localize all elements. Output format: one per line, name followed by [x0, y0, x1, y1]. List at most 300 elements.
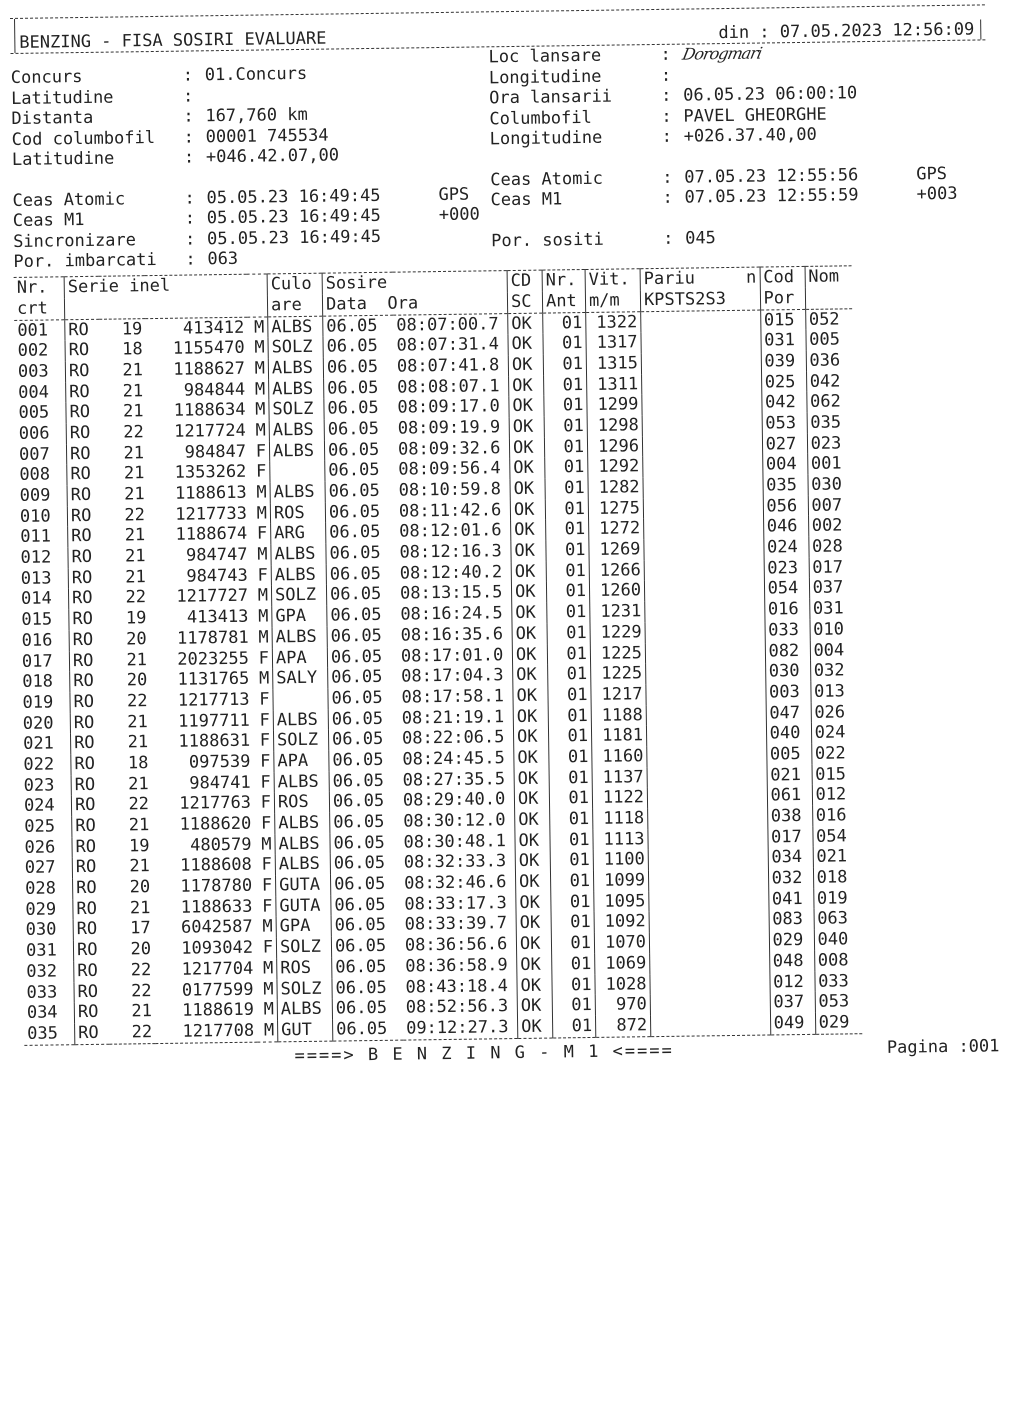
cell-nrant: 01 [544, 416, 587, 437]
cell-nom: 001 [807, 454, 854, 475]
cell-cdsc: OK [508, 334, 543, 355]
cell-speed: 1231 [590, 601, 645, 622]
col-serie-inel-sub [64, 295, 267, 319]
sep: : [184, 208, 196, 229]
cell-time: 08:07:41.8 [396, 355, 500, 377]
cell-nrant: 01 [546, 540, 589, 561]
cell-pariu [648, 807, 768, 829]
race-info-right [488, 42, 858, 164]
cell-nom: 005 [806, 329, 853, 350]
cell-sex: M [262, 916, 273, 938]
cell-color: GUT [278, 1019, 333, 1041]
cell-year: 21 [128, 773, 149, 795]
cell-sex: F [255, 461, 267, 482]
cell-country: RO [68, 526, 103, 547]
cell-nrant: 01 [545, 499, 588, 520]
cell-date: 06.05 [323, 357, 394, 379]
value-por-imbarcati: 063 [207, 248, 239, 270]
value-offset: +003 [916, 183, 958, 205]
cell-cdsc: OK [517, 954, 552, 975]
cell-cdsc: OK [517, 975, 552, 996]
cell-nr: 006 [18, 423, 50, 444]
print-timestamp: din : 07.05.2023 12:56:09 [718, 19, 981, 43]
cell-cdsc: OK [511, 582, 546, 603]
cell-color: SOLZ [276, 937, 331, 958]
cell-pariu [645, 600, 765, 622]
cell-ring: 1188608 [180, 855, 252, 877]
cell-nrant: 01 [547, 602, 590, 623]
cell-nrant: 01 [551, 933, 594, 954]
cell-nrant: 01 [546, 519, 589, 540]
cell-codpor: 029 [769, 930, 814, 951]
cell-nrant: 01 [547, 623, 590, 644]
cell-color: ALBS [269, 420, 324, 441]
cell-time: 08:36:56.6 [404, 934, 508, 956]
cell-nr: 033 [26, 981, 58, 1003]
cell-speed: 1188 [591, 705, 646, 726]
cell-nr: 020 [22, 713, 54, 734]
cell-country: RO [71, 754, 106, 775]
cell-year: 21 [123, 442, 145, 464]
cell-codpor: 040 [766, 723, 811, 744]
cell-nom: 029 [815, 1012, 862, 1034]
cell-nr: 021 [23, 733, 54, 755]
cell-speed: 1069 [595, 953, 650, 974]
cell-pariu [644, 517, 764, 539]
cell-nom: 019 [813, 888, 860, 909]
cell-pariu [645, 641, 765, 663]
cell-year: 22 [109, 1022, 155, 1044]
cell-cdsc: OK [510, 458, 545, 479]
col-cdsc-sub: SC [507, 291, 542, 313]
cell-nom: 007 [808, 495, 855, 516]
cell-year: 22 [125, 587, 147, 608]
cell-time: 08:29:40.0 [402, 789, 506, 811]
cell-country: RO [75, 1023, 110, 1045]
cell-year: 21 [124, 484, 145, 505]
col-pariu: Pariu n [640, 267, 760, 290]
cell-country: RO [72, 836, 107, 857]
cell-pariu [644, 538, 764, 560]
cell-date: 06.05 [326, 522, 397, 544]
cell-speed: 1322 [586, 311, 641, 333]
value-columbofil: PAVEL GHEORGHE [683, 104, 827, 127]
cell-sex: M [254, 379, 266, 400]
cell-time: 08:52:56.3 [405, 996, 509, 1018]
value-concurs: 01.Concurs [204, 63, 308, 86]
cell-cdsc: OK [512, 603, 547, 624]
cell-cdsc: OK [508, 354, 543, 375]
cell-cdsc: OK [513, 706, 548, 727]
cell-country: RO [74, 981, 109, 1002]
label-longitudine: Longitudine [489, 127, 603, 150]
cell-time: 08:13:15.5 [399, 582, 503, 605]
cell-nom: 013 [810, 681, 857, 702]
cell-pariu [650, 1013, 770, 1036]
sep: : [661, 106, 672, 127]
cell-nr: 019 [22, 692, 54, 713]
cell-color: ALBS [270, 482, 325, 503]
cell-country: RO [71, 795, 106, 816]
cell-time: 08:30:48.1 [403, 830, 507, 853]
cell-nom: 030 [808, 474, 855, 495]
cell-codpor: 083 [769, 909, 814, 930]
cell-pariu [647, 765, 767, 787]
cell-nom: 054 [812, 826, 859, 847]
cell-nr: 005 [18, 402, 50, 424]
cell-nom: 017 [809, 557, 856, 578]
sep: : [182, 85, 194, 107]
cell-color [270, 461, 325, 482]
cell-date: 06.05 [328, 667, 399, 689]
cell-cdsc: OK [513, 727, 548, 748]
cell-time: 08:07:31.4 [396, 334, 500, 356]
cell-ring: 413413 [186, 606, 249, 628]
cell-sex: F [262, 896, 273, 917]
cell-pariu [647, 786, 767, 808]
cell-date: 06.05 [332, 998, 403, 1020]
label-loc-lansare: Loc lansare [488, 45, 602, 68]
cell-year: 22 [130, 980, 152, 1001]
arrivals-table [14, 265, 862, 1046]
cell-nr: 035 [24, 1023, 75, 1045]
cell-codpor: 034 [768, 847, 813, 868]
label-cod-columbofil: Cod columbofil [11, 127, 156, 150]
cell-color: ALBS [268, 316, 323, 338]
sep: : [184, 228, 196, 250]
cell-date: 06.05 [327, 605, 398, 627]
race-info [10, 43, 987, 170]
cell-nom: 012 [812, 785, 859, 806]
cell-time: 08:32:46.6 [403, 872, 507, 894]
cell-cdsc: OK [509, 417, 544, 438]
cell-codpor: 025 [761, 371, 806, 392]
cell-country: RO [73, 919, 108, 940]
cell-time: 08:32:33.3 [403, 851, 507, 873]
cell-color: ALBS [277, 999, 332, 1020]
cell-cdsc: OK [513, 685, 548, 706]
cell-codpor: 039 [761, 351, 806, 372]
cell-year: 22 [124, 504, 146, 526]
cell-country: RO [70, 712, 105, 733]
cell-country: RO [74, 961, 109, 982]
cell-codpor: 016 [764, 599, 809, 620]
cell-sex: M [256, 482, 267, 503]
cell-color: SOLZ [273, 730, 328, 751]
cell-year: 20 [129, 877, 151, 898]
cell-ring: 1188613 [174, 482, 247, 504]
cell-year: 21 [126, 649, 148, 670]
cell-pariu [646, 703, 766, 725]
clock-info [12, 163, 988, 273]
cell-date: 06.05 [329, 750, 400, 772]
cell-nrant: 01 [549, 768, 592, 789]
cell-year: 20 [126, 628, 147, 650]
cell-codpor: 054 [764, 578, 809, 599]
cell-cdsc: OK [516, 892, 551, 913]
cell-pariu [650, 993, 770, 1015]
cell-codpor: 023 [764, 558, 809, 579]
cell-pariu [645, 620, 765, 642]
cell-date: 06.05 [325, 460, 396, 482]
cell-date: 06.05 [332, 977, 403, 999]
cell-nr: 024 [23, 795, 55, 817]
cell-country: RO [66, 381, 101, 402]
cell-country: RO [67, 505, 102, 526]
cell-codpor: 032 [768, 868, 813, 889]
cell-codpor: 041 [768, 889, 813, 910]
cell-nrant: 01 [546, 561, 589, 582]
sep: : [660, 65, 672, 86]
cell-date: 06.05 [331, 894, 402, 916]
cell-time: 08:12:16.3 [399, 541, 502, 563]
cell-speed: 1317 [586, 332, 641, 353]
cell-country: RO [70, 692, 105, 713]
cell-speed: 1095 [594, 891, 649, 912]
cell-sex: M [257, 1020, 278, 1041]
cell-color: ALBS [275, 854, 330, 875]
cell-nr: 003 [17, 361, 49, 382]
cell-date: 06.05 [324, 439, 395, 461]
cell-nr: 022 [23, 754, 55, 775]
cell-color: ALBS [271, 564, 326, 585]
cell-nom: 021 [813, 847, 860, 868]
cell-country: RO [68, 588, 103, 609]
cell-ring: 6042587 [180, 917, 253, 939]
cell-cdsc: OK [515, 851, 550, 872]
cell-year: 20 [130, 939, 152, 960]
cell-codpor: 046 [763, 516, 808, 537]
cell-year: 21 [122, 401, 144, 422]
cell-ring: 1217704 [181, 958, 254, 980]
cell-time: 08:09:32.6 [397, 437, 501, 460]
cell-speed: 1217 [591, 684, 646, 705]
cell-sex: M [261, 834, 272, 855]
cell-pariu [641, 331, 761, 353]
cell-nrant: 01 [543, 354, 586, 375]
cell-nrant: 01 [547, 643, 590, 664]
cell-sex: F [255, 441, 267, 462]
cell-time: 08:07:00.7 [396, 313, 499, 336]
cell-codpor: 031 [761, 330, 806, 351]
cell-pariu [646, 682, 766, 704]
cell-time: 08:16:35.6 [400, 623, 504, 646]
cell-time: 08:09:17.0 [397, 396, 500, 418]
cell-ring: 1188633 [180, 896, 253, 918]
cell-color: SALY [273, 668, 328, 689]
cell-color: ALBS [274, 771, 329, 792]
cell-nrant: 01 [551, 892, 594, 913]
cell-color: ALBS [271, 544, 326, 565]
value-ceas-atomic: 05.05.23 16:49:45 [206, 185, 381, 208]
cell-date: 06.05 [327, 646, 398, 668]
cell-time: 08:21:19.1 [401, 706, 505, 729]
cell-color: GPA [276, 916, 331, 937]
col-serie-inel: Serie inel [64, 273, 267, 297]
cell-speed: 1092 [594, 912, 649, 933]
cell-nr: 023 [23, 775, 55, 796]
col-culoare: Culo [267, 273, 322, 295]
cell-sex: F [260, 813, 272, 834]
cell-nom: 022 [811, 743, 858, 764]
cell-cdsc: OK [509, 437, 544, 458]
cell-nom: 037 [809, 578, 856, 599]
label-sincronizare: Sincronizare [12, 229, 137, 252]
cell-date: 06.05 [324, 377, 395, 399]
cell-nr: 018 [22, 671, 54, 693]
cell-pariu [642, 413, 762, 435]
cell-pariu [642, 393, 762, 415]
col-nom: Nom [805, 265, 852, 287]
cell-color: ALBS [275, 833, 330, 854]
cell-time: 08:09:19.9 [397, 417, 501, 439]
cell-nom: 004 [810, 640, 857, 661]
cell-codpor: 038 [767, 806, 812, 827]
cell-ring: 1217763 [179, 793, 252, 815]
cell-pariu [643, 496, 763, 518]
col-nom-sub [805, 287, 852, 309]
cell-year: 21 [122, 380, 144, 402]
cell-pariu [644, 558, 764, 580]
cell-time: 08:36:58.9 [405, 954, 508, 977]
cell-speed: 1298 [587, 415, 642, 436]
cell-speed: 1113 [593, 829, 648, 850]
cell-speed: 872 [595, 1015, 650, 1037]
cell-speed: 1299 [587, 394, 642, 415]
cell-codpor: 003 [765, 682, 810, 703]
col-sosire-sub: Data Ora [322, 292, 507, 316]
cell-color: ALBS [272, 626, 327, 647]
cell-codpor: 027 [762, 434, 807, 455]
cell-date: 06.05 [328, 708, 399, 730]
cell-nrant: 01 [550, 830, 593, 851]
cell-pariu [649, 931, 769, 953]
cell-speed: 1311 [587, 374, 642, 395]
clock-info-right [490, 163, 958, 266]
cell-pariu [649, 910, 769, 932]
cell-nom: 032 [810, 660, 857, 681]
cell-time: 08:12:40.2 [399, 561, 503, 584]
cell-speed: 1122 [592, 787, 647, 808]
cell-nr: 007 [18, 444, 50, 465]
cell-country: RO [68, 568, 103, 589]
cell-nom: 063 [814, 909, 861, 930]
cell-sex: M [254, 337, 265, 358]
value-por-sositi: 045 [685, 228, 717, 249]
cell-speed: 1282 [588, 477, 643, 498]
cell-ring: 1188631 [178, 730, 251, 752]
cell-sex: F [260, 751, 271, 772]
col-nr: Nr. [14, 276, 65, 298]
cell-country: RO [70, 733, 105, 754]
cell-country: RO [71, 774, 106, 795]
cell-nom: 028 [808, 536, 855, 557]
cell-color: ALBS [269, 378, 324, 399]
cell-sex: M [254, 358, 266, 379]
sep: : [660, 44, 671, 65]
cell-sex: F [258, 647, 270, 669]
cell-speed: 1260 [589, 581, 644, 602]
cell-sex: M [258, 627, 269, 648]
cell-year: 21 [124, 546, 146, 567]
cell-pariu [649, 889, 769, 911]
cell-color: ARG [271, 523, 326, 544]
cell-cdsc: OK [514, 789, 549, 810]
cell-nr: 030 [25, 919, 57, 941]
cell-nrant: 01 [552, 995, 595, 1016]
cell-color: ALBS [273, 709, 328, 730]
race-info-left [11, 61, 490, 170]
value-gps: GPS [916, 163, 948, 184]
cell-nom: 053 [815, 991, 862, 1012]
cell-nom: 052 [805, 308, 852, 330]
sep: : [663, 228, 674, 249]
col-nrant-sub: Ant [542, 290, 585, 312]
cell-year: 21 [122, 360, 144, 381]
cell-codpor: 004 [762, 454, 807, 475]
cell-ring: 984743 [186, 565, 248, 587]
cell-color: SOLZ [269, 399, 324, 420]
col-vit: Vit. [585, 268, 640, 290]
sep: : [183, 147, 195, 168]
cell-date: 06.05 [328, 688, 399, 710]
cell-speed: 1160 [592, 746, 647, 767]
cell-ring: 1217724 [173, 420, 246, 442]
cell-date: 06.05 [330, 853, 401, 875]
cell-time: 08:17:01.0 [400, 644, 504, 667]
cell-nrant: 01 [552, 974, 595, 995]
cell-nrant: 01 [550, 809, 593, 830]
cell-ring: 097539 [188, 751, 251, 773]
page-number: Pagina :001 [886, 1035, 1000, 1058]
cell-cdsc: OK [514, 768, 549, 789]
cell-year: 22 [123, 422, 144, 443]
cell-country: RO [72, 816, 107, 837]
cell-nr: 025 [24, 816, 56, 837]
cell-speed: 1315 [586, 353, 641, 374]
cell-color: SOLZ [271, 585, 326, 606]
cell-pariu [646, 724, 766, 746]
cell-speed: 970 [595, 994, 650, 1015]
cell-color: APA [274, 751, 329, 772]
cell-nr: 016 [21, 630, 53, 651]
cell-nrant: 01 [544, 437, 587, 458]
cell-date: 06.05 [325, 481, 396, 503]
cell-time: 08:16:24.5 [400, 603, 503, 625]
cell-nr: 017 [21, 650, 53, 672]
cell-year: 19 [128, 835, 150, 857]
cell-speed: 1137 [592, 767, 647, 788]
evaluation-sheet [10, 4, 1000, 1070]
cell-year: 19 [121, 318, 143, 339]
cell-color: ALBS [268, 358, 323, 379]
cell-pariu [641, 351, 761, 373]
cell-ring: 1353262 [174, 462, 247, 484]
cell-codpor: 037 [770, 992, 815, 1013]
cell-nrant: 01 [544, 375, 587, 396]
cell-date: 06.05 [324, 419, 395, 441]
cell-nr: 011 [20, 526, 52, 548]
cell-year: 18 [127, 753, 149, 774]
cell-speed: 1296 [587, 436, 642, 457]
cell-nom: 015 [812, 764, 859, 785]
cell-pariu [646, 662, 766, 684]
cell-date: 06.05 [330, 832, 401, 854]
cell-cdsc: OK [510, 499, 545, 520]
cell-country: RO [74, 1002, 109, 1023]
cell-ring: 1155470 [172, 337, 245, 359]
cell-time: 08:17:04.3 [401, 665, 504, 687]
